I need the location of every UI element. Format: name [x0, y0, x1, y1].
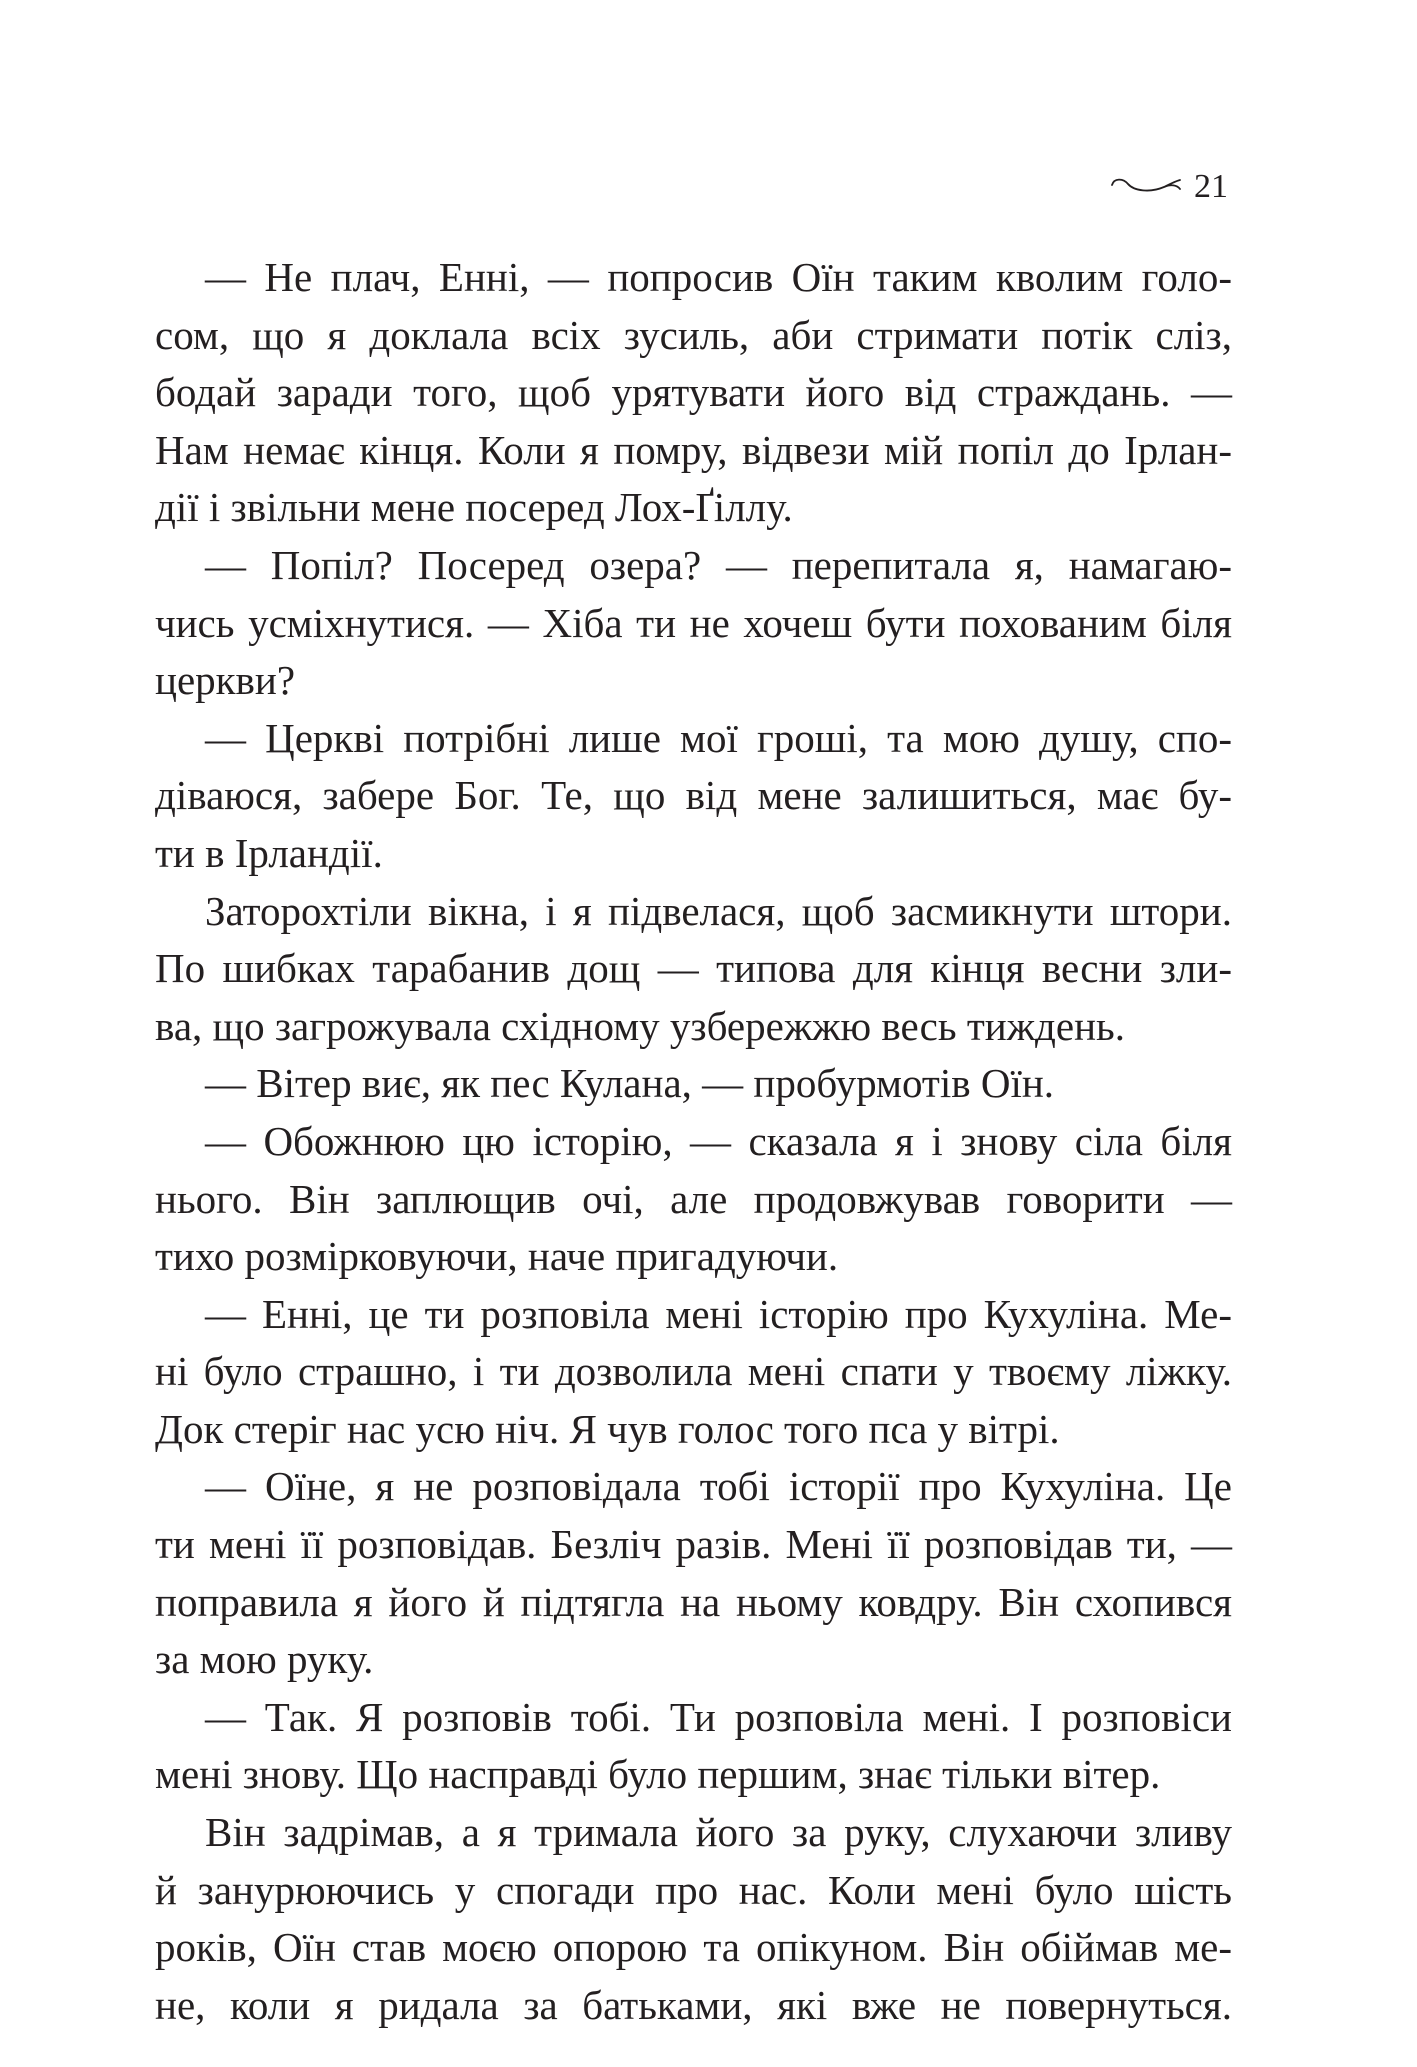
text-line: ти мені її розповідав. Безліч разів. Мені її розповідав ти, — — [155, 1521, 1232, 1568]
body-text — [155, 249, 1232, 2034]
text-line: поправила я його й підтягла на ньому ковдру. Він схопився — [155, 1578, 1232, 1625]
text-line: за мою руку. — [155, 1636, 374, 1683]
text-line: Док стеріг нас усю ніч. Я чув голос того пса у вітрі. — [155, 1405, 1060, 1452]
text-line: діваюся, забере Бог. Те, що від мене залишиться, має бу- — [155, 772, 1232, 819]
text-line: нього. Він заплющив очі, але продовжував говорити — — [155, 1175, 1232, 1222]
text-line: — Попіл? Посеред озера? — перепитала я, намагаю- — [205, 541, 1232, 588]
page-number: 21 — [1194, 168, 1228, 205]
text-line: ні було страшно, і ти дозволила мені спати у твоєму ліжку. — [155, 1348, 1232, 1395]
text-line: тихо розмірковуючи, наче пригадуючи. — [155, 1233, 839, 1280]
page-header — [1110, 165, 1228, 209]
text-line: років, Оїн став моєю опорою та опікуном. Він обіймав ме- — [155, 1924, 1232, 1971]
text-line: — Так. Я розповів тобі. Ти розповіла мені. І розповіси — [205, 1693, 1232, 1740]
text-line: й занурюючись у спогади про нас. Коли мені було шість — [155, 1866, 1232, 1913]
text-line: — Енні, це ти розповіла мені історію про Кухуліна. Ме- — [205, 1290, 1232, 1337]
text-line: — Вітер виє, як пес Кулана, — пробурмотів Оїн. — [205, 1060, 1055, 1107]
text-line: церкви? — [155, 657, 296, 704]
text-line: ва, що загрожувала східному узбережжю весь тиждень. — [155, 1002, 1125, 1049]
text-line: — Оїне, я не розповідала тобі історії про Кухуліна. Це — [205, 1463, 1232, 1510]
text-line: бодай заради того, щоб урятувати його від страждань. — — [155, 369, 1232, 416]
text-line: По шибках тарабанив дощ — типова для кінця весни зли- — [155, 945, 1232, 992]
text-line: чись усміхнутися. — Хіба ти не хочеш бути похованим біля — [155, 599, 1232, 646]
text-line: ти в Ірландії. — [155, 829, 383, 876]
text-line: дії і звільни мене посеред Лох-Ґіллу. — [155, 484, 793, 531]
text-line: сом, що я доклала всіх зусиль, аби стримати потік сліз, — [155, 311, 1232, 358]
text-line: Він задрімав, а я тримала його за руку, слухаючи зливу — [205, 1809, 1232, 1856]
text-line: не, коли я ридала за батьками, які вже не повернуться. — [155, 1981, 1232, 2028]
text-line: — Церкві потрібні лише мої гроші, та мою душу, спо- — [205, 714, 1232, 761]
text-line: — Не плач, Енні, — попросив Оїн таким кволим голо- — [205, 254, 1232, 300]
swash-ornament-icon — [1110, 176, 1182, 198]
text-line: Нам немає кінця. Коли я помру, відвези мій попіл до Ірлан- — [155, 426, 1232, 473]
text-line: Заторохтіли вікна, і я підвелася, щоб засмикнути штори. — [205, 887, 1232, 934]
text-line: мені знову. Що насправді було першим, знає тільки вітер. — [155, 1751, 1161, 1798]
text-line: — Обожнюю цю історію, — сказала я і знову сіла біля — [205, 1117, 1232, 1164]
